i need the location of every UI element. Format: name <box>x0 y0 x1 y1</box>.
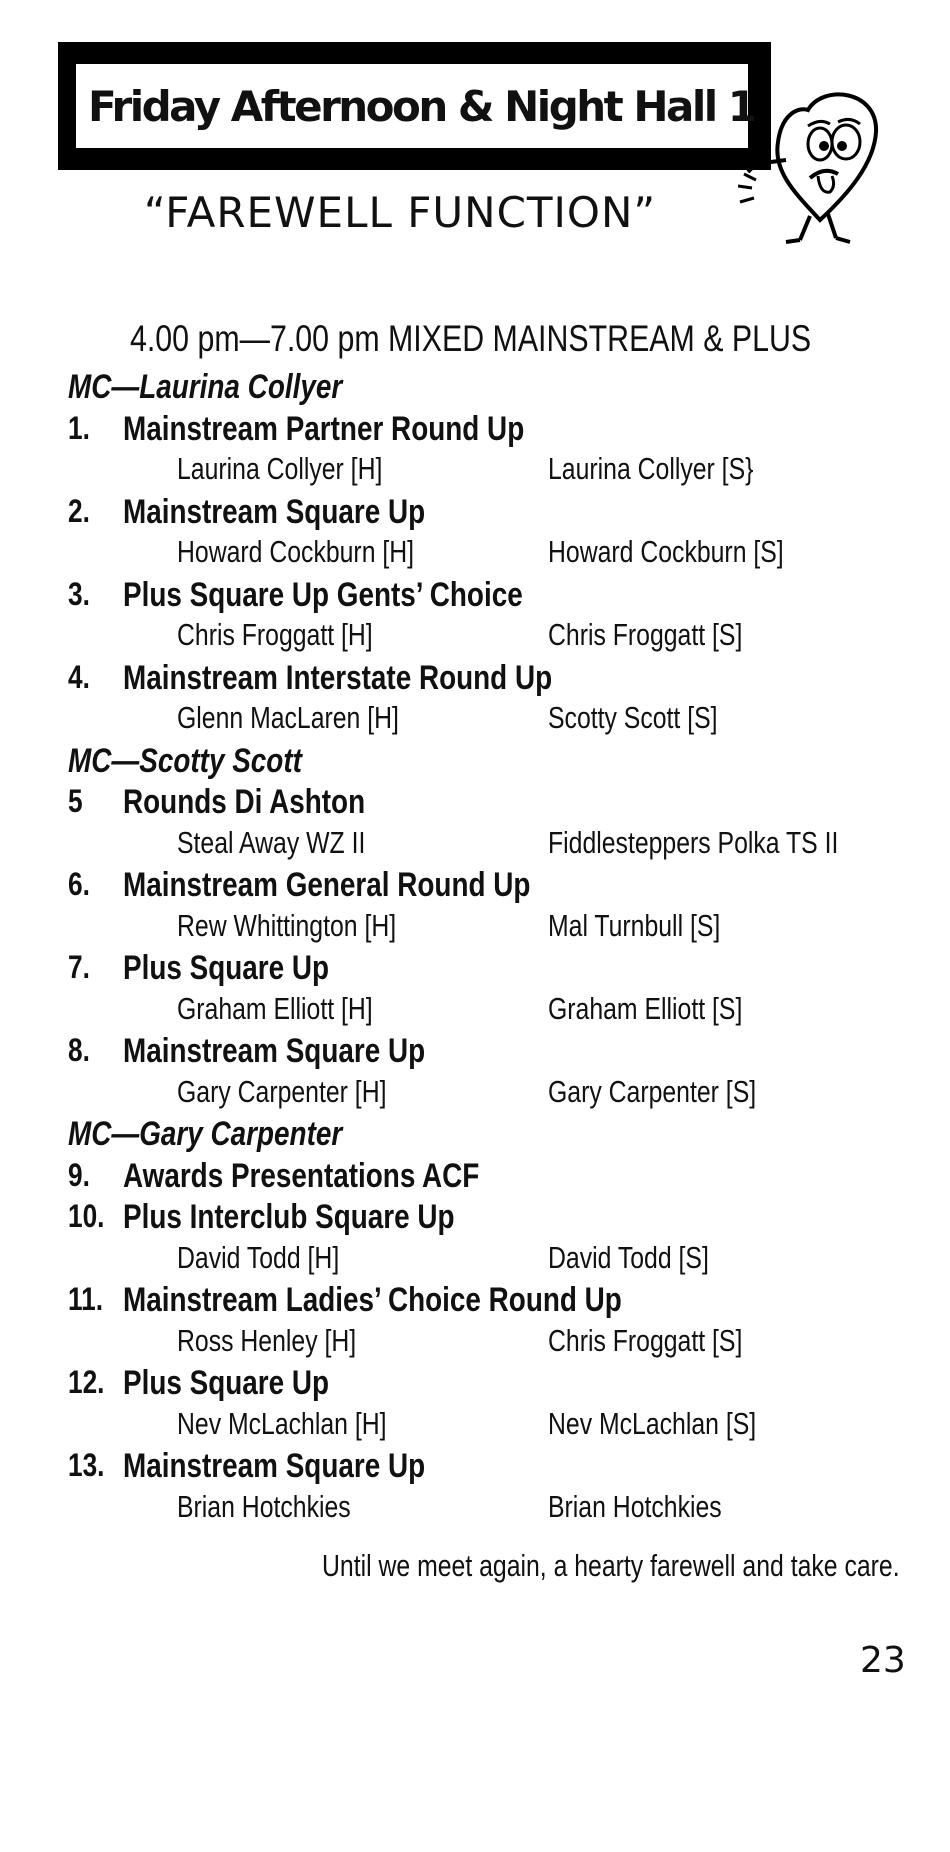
programme-list <box>68 368 928 1530</box>
caller-row: Glenn MacLaren [H] Scotty Scott [S] <box>177 700 718 735</box>
caller-row: Graham Elliott [H] Graham Elliott [S] <box>177 990 743 1026</box>
programme-item: 2. Mainstream Square Up <box>68 492 426 531</box>
caller-row: Rew Whittington [H] Mal Turnbull [S] <box>177 907 721 943</box>
programme-item: 5 Rounds Di Ashton <box>68 783 366 821</box>
programme-item: 1. Mainstream Partner Round Up <box>68 409 525 448</box>
programme-item: 13. Mainstream Square Up <box>68 1447 426 1485</box>
programme-item: 11. Mainstream Ladies’ Choice Round Up <box>68 1281 622 1319</box>
programme-item: 10. Plus Interclub Square Up <box>68 1198 455 1236</box>
programme-item: 9. Awards Presentations ACF <box>68 1156 480 1195</box>
programme-item: 6. Mainstream General Round Up <box>68 866 531 904</box>
caller-row: Howard Cockburn [H] Howard Cockburn [S] <box>177 534 784 569</box>
session-heading: 4.00 pm—7.00 pm MIXED MAINSTREAM & PLUS <box>130 318 812 359</box>
caller-row: Gary Carpenter [H] Gary Carpenter [S] <box>177 1073 757 1109</box>
caller-row: Ross Henley [H] Chris Froggatt [S] <box>177 1322 743 1358</box>
page-number: 23 <box>860 1640 906 1681</box>
caller-row: Brian Hotchkies Brian Hotchkies <box>177 1488 722 1524</box>
function-title: “FAREWELL FUNCTION” <box>143 188 657 237</box>
header-banner-inner <box>76 64 755 148</box>
page-title: Friday Afternoon & Night Hall 1 <box>88 81 755 131</box>
caller-row: Laurina Collyer [H] Laurina Collyer [S} <box>177 451 754 486</box>
programme-item: 7. Plus Square Up <box>68 949 330 987</box>
caller-row: Steal Away WZ II Fiddlesteppers Polka TS II <box>177 824 839 860</box>
caller-row: David Todd [H] David Todd [S] <box>177 1239 709 1275</box>
programme-item: 8. Mainstream Square Up <box>68 1032 426 1070</box>
farewell-message: Until we meet again, a hearty farewell and take care. <box>322 1548 900 1583</box>
header-banner <box>58 42 771 170</box>
programme-item: 3. Plus Square Up Gents’ Choice <box>68 575 523 614</box>
programme-item: 12. Plus Square Up <box>68 1364 330 1402</box>
mc-heading: MC—Scotty Scott <box>68 741 302 780</box>
mc-heading: MC—Laurina Collyer <box>68 368 343 406</box>
mc-heading: MC—Gary Carpenter <box>68 1115 343 1153</box>
caller-row: Nev McLachlan [H] Nev McLachlan [S] <box>177 1405 757 1441</box>
caller-row: Chris Froggatt [H] Chris Froggatt [S] <box>177 617 743 652</box>
programme-item: 4. Mainstream Interstate Round Up <box>68 658 553 697</box>
